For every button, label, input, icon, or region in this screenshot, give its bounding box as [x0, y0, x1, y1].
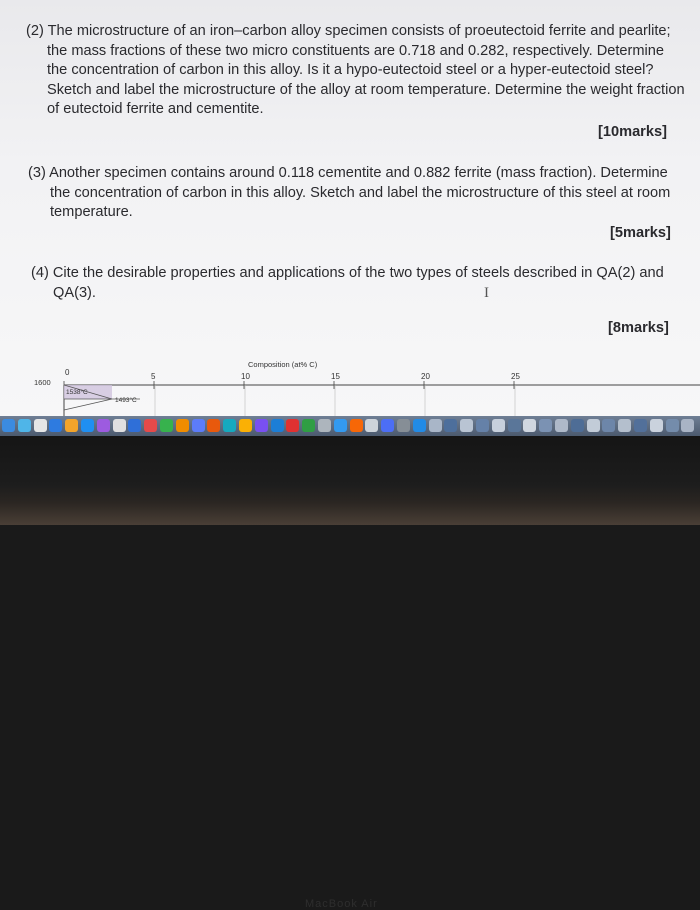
q4-marks: [8marks]: [608, 320, 669, 336]
q4-line-1: (4) Cite the desirable properties and applications of the two types of steels described in QA(2) and: [31, 265, 664, 281]
annotation-1538: 1538°C: [66, 389, 88, 396]
dock-app-icon[interactable]: [444, 419, 457, 432]
dock-app-icon[interactable]: [318, 419, 331, 432]
phase-diagram-chart: [0, 355, 700, 418]
q2-marks: [10marks]: [598, 124, 667, 140]
dock-app-icon[interactable]: [97, 419, 110, 432]
y-tick-1600: 1600: [34, 378, 51, 387]
question-4: [31, 264, 664, 303]
dock: [0, 416, 700, 436]
dock-app-icon[interactable]: [144, 419, 157, 432]
dock-app-icon[interactable]: [397, 419, 410, 432]
dock-app-icon[interactable]: [539, 419, 552, 432]
dock-app-icon[interactable]: [113, 419, 126, 432]
dock-app-icon[interactable]: [602, 419, 615, 432]
question-2: [26, 22, 685, 120]
dock-app-icon[interactable]: [571, 419, 584, 432]
q2-line-2: the mass fractions of these two micro constituents are 0.718 and 0.282, respectively. Determine: [47, 42, 665, 59]
q3-marks: [5marks]: [610, 225, 671, 241]
x-tick-label: 5: [151, 372, 156, 381]
dock-app-icon[interactable]: [192, 419, 205, 432]
dock-app-icon[interactable]: [634, 419, 647, 432]
dock-app-icon[interactable]: [34, 419, 47, 432]
chart-title: Composition (at% C): [248, 360, 318, 369]
dock-app-icon[interactable]: [618, 419, 631, 432]
x-tick-label: 10: [241, 372, 250, 381]
dock-app-icon[interactable]: [555, 419, 568, 432]
dock-app-icon[interactable]: [508, 419, 521, 432]
q3-line-1: (3) Another specimen contains around 0.118 cementite and 0.882 ferrite (mass fraction). Determine: [28, 165, 668, 181]
dock-app-icon[interactable]: [460, 419, 473, 432]
dock-app-icon[interactable]: [302, 419, 315, 432]
dock-app-icon[interactable]: [381, 419, 394, 432]
dock-app-icon[interactable]: [476, 419, 489, 432]
dock-app-icon[interactable]: [523, 419, 536, 432]
dock-app-icon[interactable]: [160, 419, 173, 432]
q2-line-4: Sketch and label the microstructure of the alloy at room temperature. Determine the weight fraction: [47, 81, 685, 98]
dock-app-icon[interactable]: [239, 419, 252, 432]
dock-app-icon[interactable]: [681, 419, 694, 432]
dock-app-icon[interactable]: [176, 419, 189, 432]
solidus-line: [64, 399, 112, 410]
q2-line-1: (2) The microstructure of an iron–carbon alloy specimen consists of proeutectoid ferrite and pearlite;: [26, 23, 671, 39]
dock-app-icon[interactable]: [429, 419, 442, 432]
x-tick-label: 0: [65, 368, 70, 377]
text-cursor: I: [484, 285, 489, 301]
x-tick-label: 20: [421, 372, 430, 381]
q4-line-2: QA(3).: [53, 284, 96, 301]
dock-app-icon[interactable]: [350, 419, 363, 432]
q3-line-2: the concentration of carbon in this alloy. Sketch and label the microstructure of this steel at room: [50, 184, 671, 201]
dock-app-icon[interactable]: [286, 419, 299, 432]
dock-app-icon[interactable]: [650, 419, 663, 432]
dock-app-icon[interactable]: [365, 419, 378, 432]
dock-app-icon[interactable]: [65, 419, 78, 432]
brand-label: MacBook Air: [305, 898, 378, 910]
annotation-1493: 1493°C: [115, 397, 137, 404]
dock-app-icon[interactable]: [207, 419, 220, 432]
q2-line-3: the concentration of carbon in this alloy. Is it a hypo-eutectoid steel or a hyper-eutectoid steel?: [47, 62, 654, 79]
laptop-bezel: [0, 436, 700, 910]
q2-line-5: of eutectoid ferrite and cementite.: [47, 101, 264, 118]
dock-app-icon[interactable]: [587, 419, 600, 432]
dock-app-icon[interactable]: [666, 419, 679, 432]
dock-app-icon[interactable]: [492, 419, 505, 432]
dock-app-icon[interactable]: [2, 419, 15, 432]
document-page: [0, 0, 700, 418]
dock-app-icon[interactable]: [334, 419, 347, 432]
question-3: [28, 164, 670, 223]
dock-app-icon[interactable]: [413, 419, 426, 432]
dock-app-icon[interactable]: [223, 419, 236, 432]
dock-app-icon[interactable]: [18, 419, 31, 432]
dock-app-icon[interactable]: [271, 419, 284, 432]
dock-app-icon[interactable]: [81, 419, 94, 432]
dock-app-icon[interactable]: [255, 419, 268, 432]
dock-app-icon[interactable]: [49, 419, 62, 432]
q3-line-3: temperature.: [50, 204, 133, 221]
dock-app-icon[interactable]: [128, 419, 141, 432]
x-tick-label: 25: [511, 372, 520, 381]
x-tick-label: 15: [331, 372, 340, 381]
